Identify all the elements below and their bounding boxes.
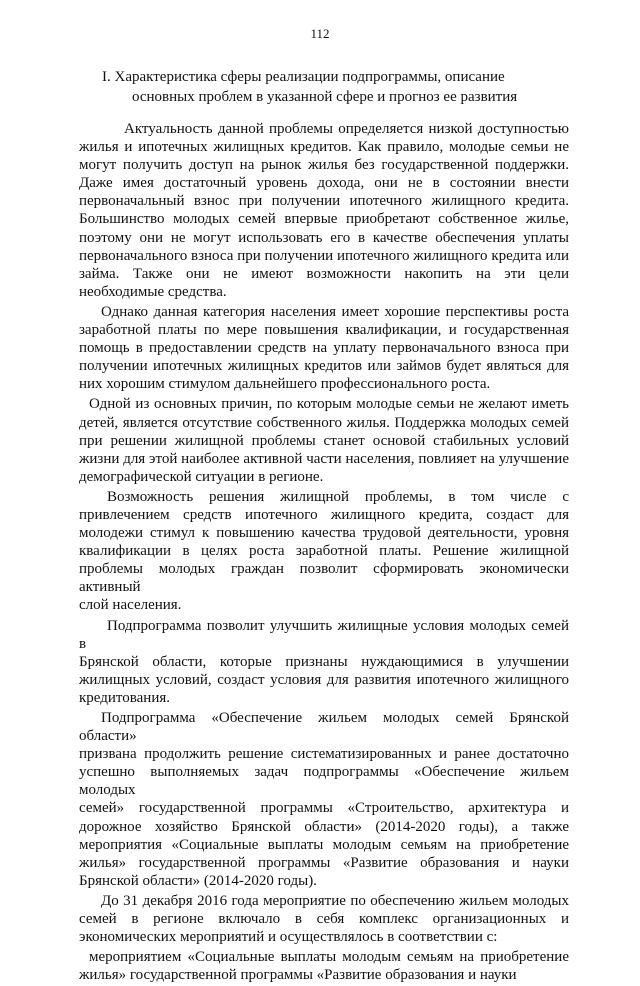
text-line: получении ипотечных жилищных кредитов или займов будет являться для xyxy=(79,358,569,375)
text-line: молодежи стимул к повышению качества трудовой деятельности, уровня xyxy=(79,525,569,542)
text-line: кредитования. xyxy=(79,689,171,706)
text-line: Брянской области» (2014-2020 годы). xyxy=(79,872,317,889)
text-line: демографической ситуации в регионе. xyxy=(79,468,324,485)
text-line: Брянской области, которые признаны нуждающимися в улучшении xyxy=(79,653,569,670)
text-line: первоначального взноса при получении ипотечного жилищного кредита или xyxy=(79,247,569,264)
text-line: жилья» государственной программы «Развитие образования и науки xyxy=(79,967,517,984)
text-line: Однако данная категория населения имеет хорошие перспективы роста xyxy=(101,303,569,320)
text-line: Большинство молодых семей впервые приобретают собственное жилье, xyxy=(79,211,569,228)
text-line: дорожное хозяйство Брянской области» (2014-2020 годы), а также xyxy=(79,818,569,835)
text-line: квалификации в целях роста заработной платы. Решение жилищной xyxy=(79,543,569,560)
text-line: Подпрограмма «Обеспечение жильем молодых семей Брянской области» xyxy=(79,710,569,745)
text-line: проблемы молодых граждан позволит сформировать экономически активный xyxy=(79,561,569,596)
text-line: Подпрограмма позволит улучшить жилищные условия молодых семей в xyxy=(79,617,569,652)
text-line: жилищных условий, создаст условия для развития ипотечного жилищного xyxy=(79,671,569,688)
section-heading xyxy=(70,67,570,107)
section-heading-line-1: I. Характеристика сферы реализации подпрограммы, описание xyxy=(102,69,505,85)
text-line: помощь в предоставлении средств на уплату первоначального взноса при xyxy=(79,340,569,357)
paragraph xyxy=(79,948,569,984)
text-line: успешно выполняемых задач подпрограммы «Обеспечение жильем молодых xyxy=(79,764,569,799)
text-line: До 31 декабря 2016 года мероприятие по обеспечению жильем молодых xyxy=(101,892,569,909)
text-line: Одной из основных причин, по которым молодые семьи не желают иметь xyxy=(89,396,569,413)
paragraph xyxy=(79,892,569,946)
text-line: слой населения. xyxy=(79,597,182,614)
text-line: них хорошим стимулом дальнейшего профессионального роста. xyxy=(79,376,491,393)
paragraph xyxy=(79,120,569,301)
text-line: детей, является отсутствие собственного жилья. Поддержка молодых семей xyxy=(79,414,569,431)
text-line: Даже имея достаточный уровень дохода, они не в состоянии внести xyxy=(79,175,569,192)
text-line: жилья» государственной программы «Развитие образования и науки xyxy=(79,854,569,871)
text-line: экономических мероприятий и осуществлялось в соответствии с: xyxy=(79,929,498,946)
page-number: 112 xyxy=(310,26,330,41)
text-line: Актуальность данной проблемы определяется низкой доступностью xyxy=(124,121,569,137)
paragraph xyxy=(79,617,569,707)
text-line: мероприятия «Социальные выплаты молодым семьям на приобретение xyxy=(79,836,569,853)
section-heading-line-2: основных проблем в указанной сфере и прогноз ее развития xyxy=(132,89,518,105)
text-line: семей в регионе включало в себя комплекс организационных и xyxy=(79,911,569,928)
text-line: жизни для этой наиболее активной части населения, повлияет на улучшение xyxy=(79,450,569,467)
text-line: займа. Также они не имеют возможности накопить на эти цели xyxy=(79,265,569,282)
document-body xyxy=(79,120,569,986)
paragraph xyxy=(79,303,569,393)
text-line: привлечением средств ипотечного жилищного кредита, создаст для xyxy=(79,506,569,523)
paragraph xyxy=(79,395,569,485)
text-line: заработной платы по мере повышения квалификации, и государственная xyxy=(79,322,569,339)
text-line: могут получить доступ на рынок жилья без государственной поддержки. xyxy=(79,157,569,174)
text-line: поэтому они не могут использовать его в качестве обеспечения уплаты xyxy=(79,229,569,246)
paragraph xyxy=(79,488,569,615)
text-line: жилья и ипотечных жилищных кредитов. Как правило, молодые семьи не xyxy=(79,139,569,156)
text-line: призвана продолжить решение систематизированных и ранее достаточно xyxy=(79,746,569,763)
text-line: семей» государственной программы «Строительство, архитектура и xyxy=(79,800,569,817)
paragraph xyxy=(79,709,569,890)
text-line: Возможность решения жилищной проблемы, в том числе с xyxy=(107,488,569,505)
text-line: при решении жилищной проблемы станет основой стабильных условий xyxy=(79,432,569,449)
text-line: необходимые средства. xyxy=(79,283,227,300)
text-line: мероприятием «Социальные выплаты молодым семьям на приобретение xyxy=(89,949,569,966)
text-line: первоначальный взнос при получении ипотечного жилищного кредита. xyxy=(79,193,569,210)
